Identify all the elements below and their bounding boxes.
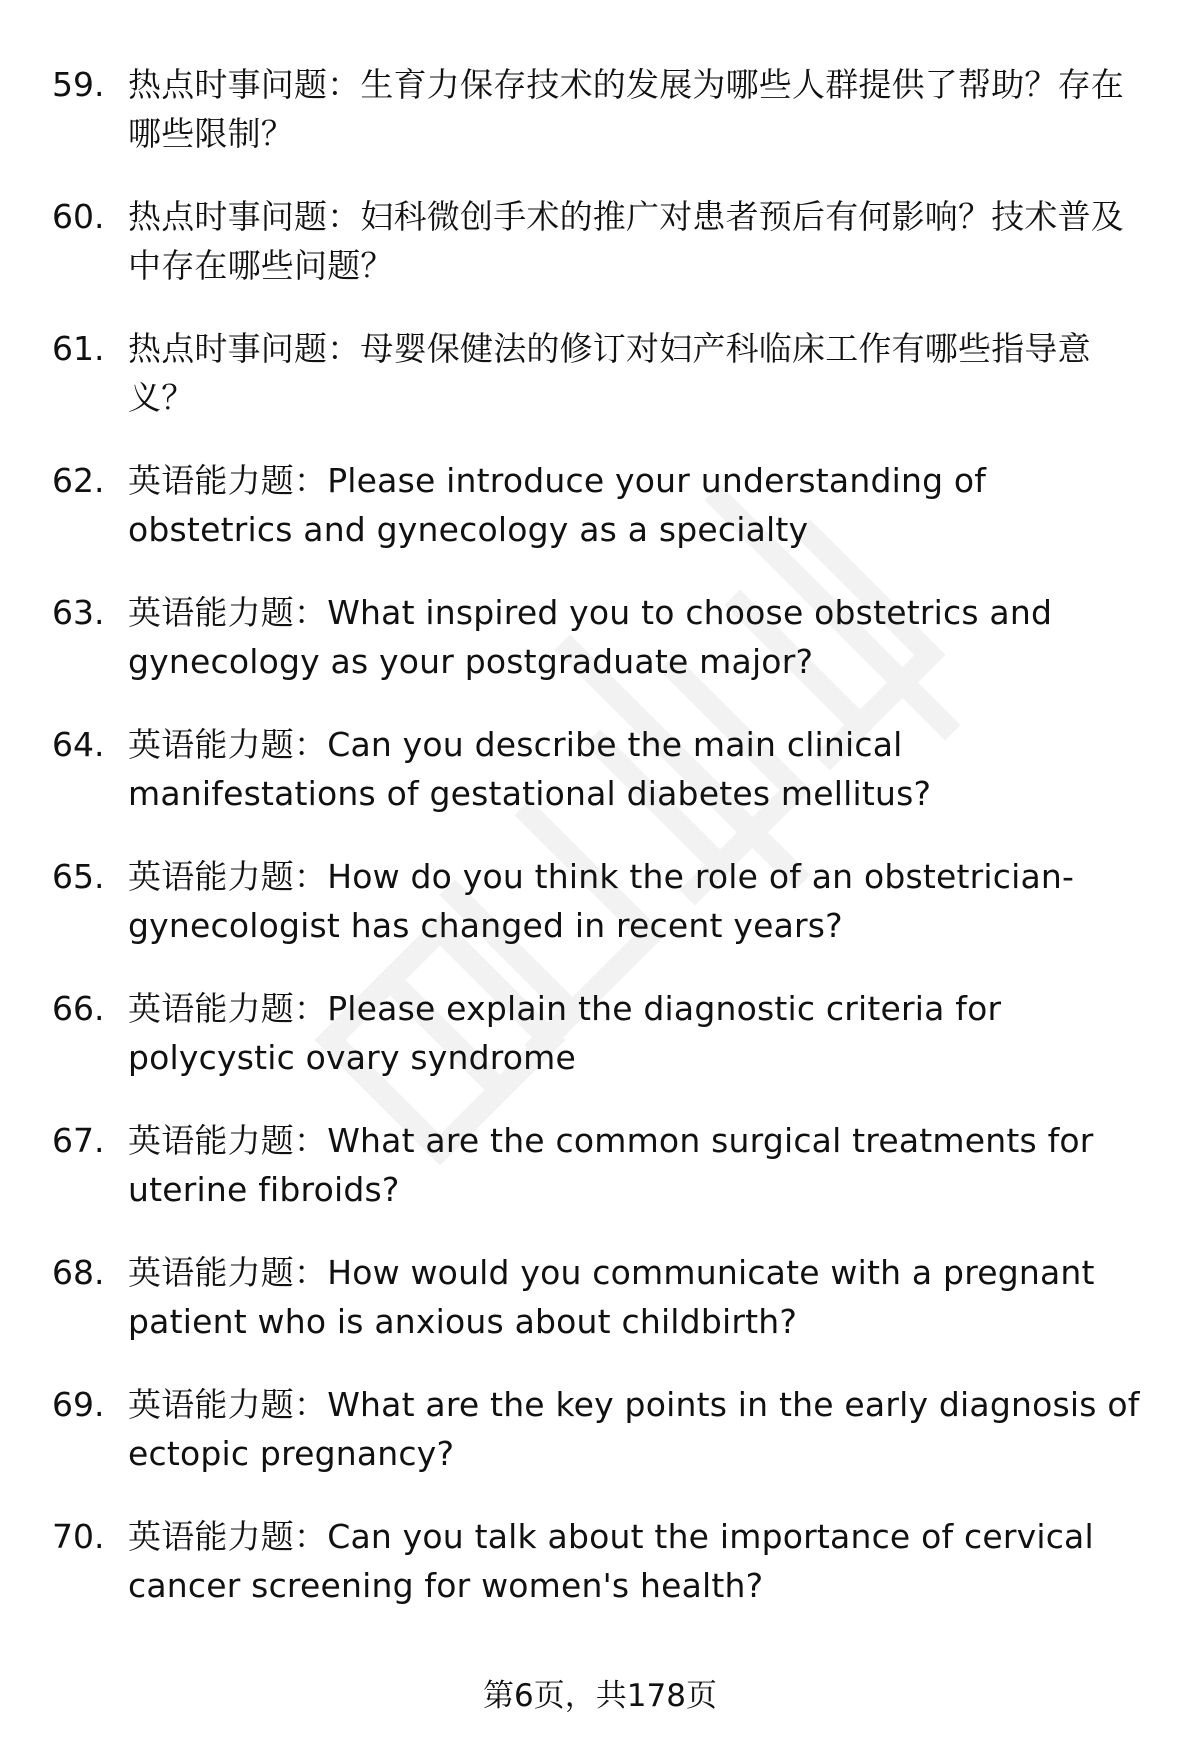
question-category: 英语能力题：	[128, 1253, 328, 1292]
question-body: Can you talk about the importance of cervical cancer screening for women's health?	[128, 1517, 1094, 1605]
question-number: 59.	[52, 65, 105, 104]
question-item-68	[0, 1248, 1200, 1380]
question-category: 热点时事问题：	[128, 197, 361, 236]
question-body: How would you communicate with a pregnant patient who is anxious about childbirth?	[128, 1253, 1095, 1341]
question-number: 61.	[52, 329, 105, 368]
question-body: 母婴保健法的修订对妇产科临床工作有哪些指导意义？	[128, 329, 1091, 417]
question-number: 64.	[52, 725, 105, 764]
question-category: 英语能力题：	[128, 1385, 328, 1424]
question-number: 63.	[52, 593, 105, 632]
question-body: How do you think the role of an obstetrician-gynecologist has changed in recent years?	[128, 857, 1075, 945]
question-item-64	[0, 720, 1200, 852]
question-category: 热点时事问题：	[128, 329, 361, 368]
question-item-62	[0, 456, 1200, 588]
question-number: 69.	[52, 1385, 105, 1424]
question-number: 68.	[52, 1253, 105, 1292]
question-number: 67.	[52, 1121, 105, 1160]
question-category: 英语能力题：	[128, 1517, 328, 1556]
question-category: 热点时事问题：	[128, 65, 361, 104]
question-item-60	[0, 192, 1200, 324]
question-item-59	[0, 60, 1200, 192]
question-text	[128, 1512, 1150, 1610]
page-number-label: 第6页，共178页	[483, 1678, 717, 1714]
question-text	[128, 720, 1150, 818]
question-body: What are the common surgical treatments for uterine fibroids?	[128, 1121, 1094, 1209]
question-number: 66.	[52, 989, 105, 1028]
question-number: 62.	[52, 461, 105, 500]
question-body: 生育力保存技术的发展为哪些人群提供了帮助？存在哪些限制？	[128, 65, 1125, 153]
question-body: Please explain the diagnostic criteria for polycystic ovary syndrome	[128, 989, 1002, 1077]
question-list	[0, 60, 1200, 1644]
question-text	[128, 984, 1150, 1082]
question-category: 英语能力题：	[128, 725, 328, 764]
question-body: Can you describe the main clinical manifestations of gestational diabetes mellitus?	[128, 725, 932, 813]
question-category: 英语能力题：	[128, 461, 328, 500]
question-body: What inspired you to choose obstetrics and gynecology as your postgraduate major?	[128, 593, 1053, 681]
question-category: 英语能力题：	[128, 857, 328, 896]
question-text	[128, 456, 1150, 554]
question-number: 65.	[52, 857, 105, 896]
question-text	[128, 60, 1150, 158]
question-number: 60.	[52, 197, 105, 236]
question-category: 英语能力题：	[128, 593, 328, 632]
question-item-67	[0, 1116, 1200, 1248]
question-text	[128, 192, 1150, 290]
question-body: Please introduce your understanding of obstetrics and gynecology as a specialty	[128, 461, 987, 549]
question-category: 英语能力题：	[128, 1121, 328, 1160]
question-number: 70.	[52, 1517, 105, 1556]
question-body: What are the key points in the early diagnosis of ectopic pregnancy?	[128, 1385, 1140, 1473]
question-text	[128, 1116, 1150, 1214]
question-text	[128, 324, 1150, 422]
question-item-69	[0, 1380, 1200, 1512]
question-item-70	[0, 1512, 1200, 1644]
question-category: 英语能力题：	[128, 989, 328, 1028]
question-text	[128, 588, 1150, 686]
page-footer	[0, 1676, 1200, 1716]
question-item-63	[0, 588, 1200, 720]
question-item-65	[0, 852, 1200, 984]
question-text	[128, 1380, 1150, 1478]
question-item-66	[0, 984, 1200, 1116]
question-body: 妇科微创手术的推广对患者预后有何影响？技术普及中存在哪些问题？	[128, 197, 1125, 285]
question-item-61	[0, 324, 1200, 456]
question-text	[128, 1248, 1150, 1346]
question-text	[128, 852, 1150, 950]
